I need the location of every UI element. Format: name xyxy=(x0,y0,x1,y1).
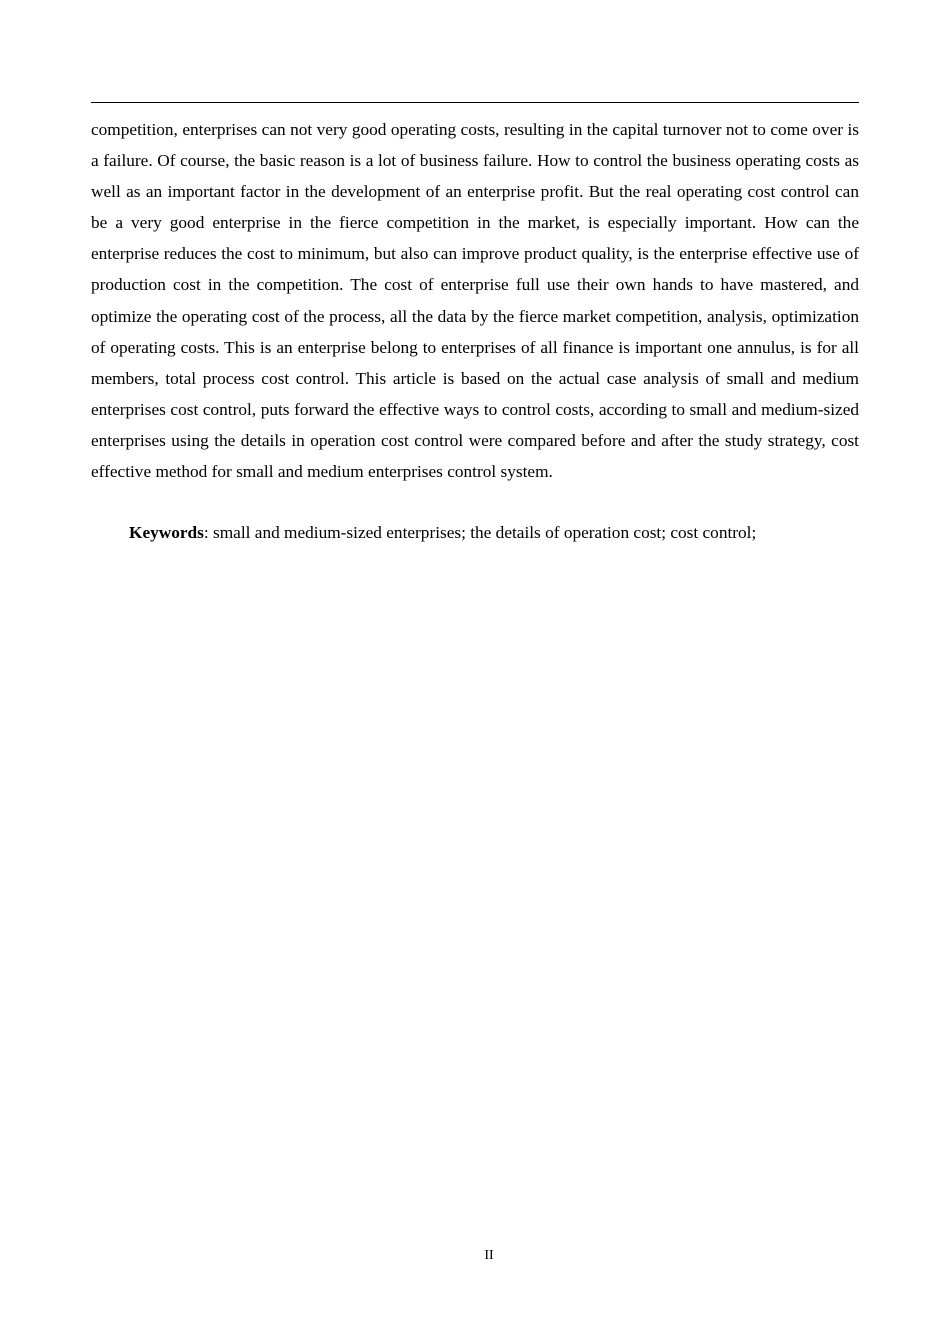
keywords-label: Keywords xyxy=(129,523,204,542)
header-rule xyxy=(91,102,859,103)
keywords-line xyxy=(91,517,859,548)
keywords-text: : small and medium-sized enterprises; the details of operation cost; cost control; xyxy=(203,523,757,542)
abstract-paragraph: competition, enterprises can not very good operating costs, resulting in the capital turnover not to come over is a failure. Of course, the basic reason is a lot of business failure. How to control the business operating costs as well as an important factor in the development of an enterprise profit. But the real operating cost control can be a very good enterprise in the fierce competition in the market, is especially important. How can the enterprise reduces the cost to minimum, but also can improve product quality, is the enterprise effective use of production cost in the competition. The cost of enterprise full use their own hands to have mastered, and optimize the operating cost of the process, all the data by the fierce market competition, analysis, optimization of operating costs. This is an enterprise belong to enterprises of all finance is important one annulus, is for all members, total process cost control. This article is based on the actual case analysis of small and medium enterprises cost control, puts forward the effective ways to control costs, according to small and medium-sized enterprises using the details in operation cost control were compared before and after the study strategy, cost effective method for small and medium enterprises control system. xyxy=(91,120,859,482)
page-number: II xyxy=(484,1248,494,1263)
